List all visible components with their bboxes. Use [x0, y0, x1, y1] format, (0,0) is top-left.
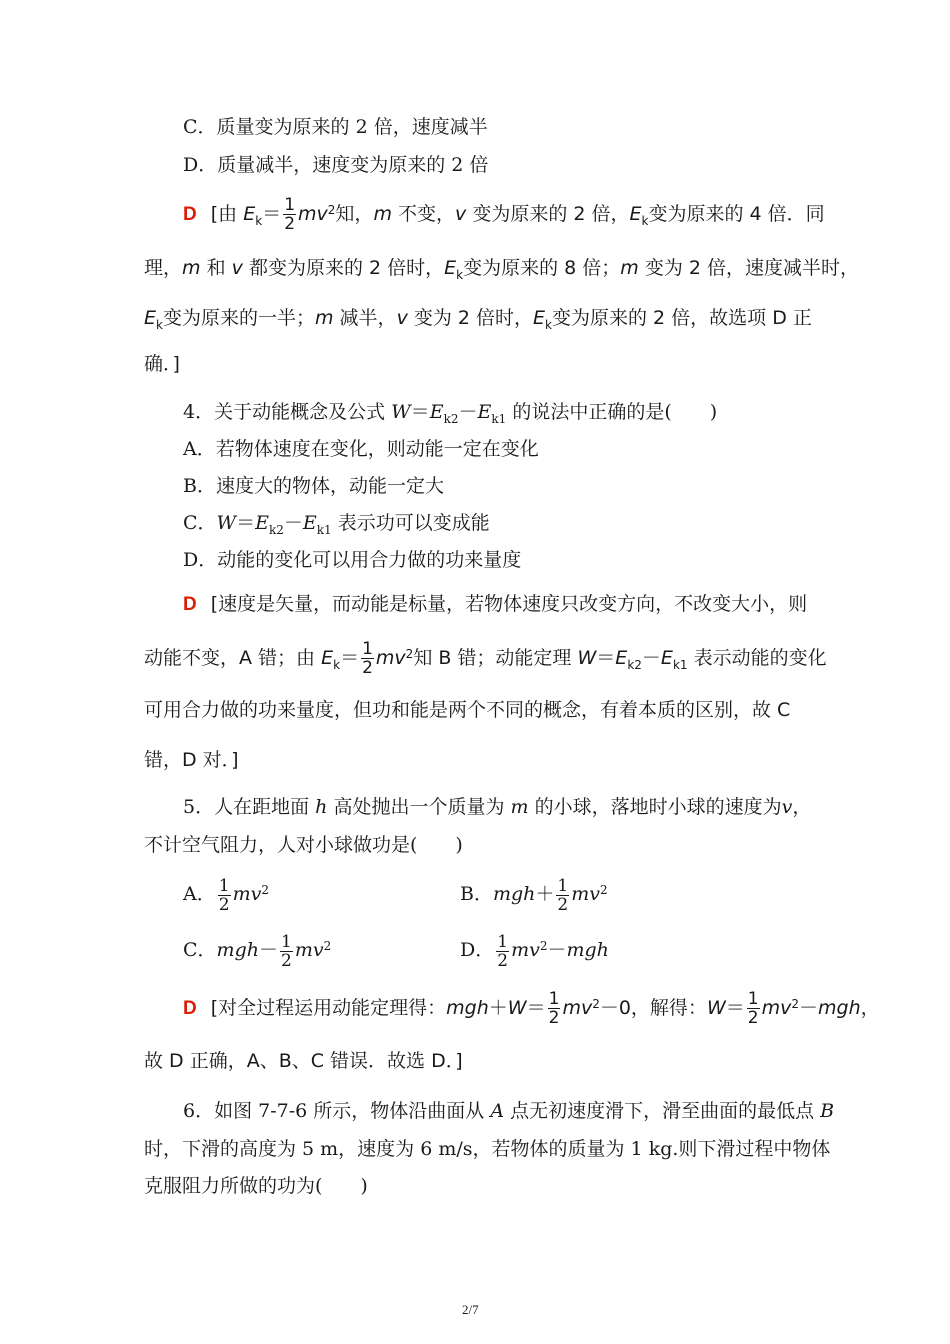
q4-answer-letter: D — [183, 594, 197, 615]
q3-explanation-line-4: 确．] — [144, 353, 180, 375]
q4-explanation-line-1: D [速度是矢量，而动能是标量，若物体速度只改变方向，不改变大小，则 — [183, 593, 808, 615]
q5-explanation-line-2: 故 D 正确，A、B、C 错误．故选 D．] — [144, 1050, 463, 1072]
q6-stem-line-2: 时，下滑的高度为 5 m，速度为 6 m/s，若物体的质量为 1 kg.则下滑过程中物体 — [144, 1138, 831, 1160]
q5-stem-line-1: 5．人在距地面 h 高处抛出一个质量为 m 的小球，落地时小球的速度为v， — [183, 796, 812, 818]
q4-option-c: C．$W=E_{k2}-E_{k1}$ 表示功可以变成能 — [183, 512, 490, 537]
q3-option-c: C．质量变为原来的 2 倍，速度减半 — [183, 116, 488, 138]
q6-stem-line-1: 6．如图 7-7-6 所示，物体沿曲面从 A 点无初速度滑下，滑至曲面的最低点 B — [183, 1100, 835, 1122]
q4-option-b: B．速度大的物体，动能一定大 — [183, 475, 444, 497]
q5-option-a: A． $\frac{1}{2}$ $mv^2$ — [183, 875, 269, 915]
q3-explanation-line-2: 理，m 和 v 都变为原来的 2 倍时，$E_k$变为原来的 8 倍；m 变为 2 倍，速度减半时， — [144, 257, 859, 282]
q5-explanation-line-1: D [对全过程运用动能定理得：mgh＋W＝ $\frac{1}{2}$ $mv^2-0$，解得：W＝ $\frac{1}{2}$ $mv^2-mgh$， — [183, 989, 880, 1028]
q4-explanation-line-3: 可用合力做的功来量度，但功和能是两个不同的概念，有着本质的区别，故 C — [144, 699, 791, 721]
q3-explanation-line-1: D [由 $E_k=$ $\frac{1}{2}$ $mv^2$知，m 不变，v 变为原来的 2 倍，$E_k$变为原来的 4 倍．同 — [183, 195, 825, 234]
q4-stem: 4．关于动能概念及公式 $W=E_{k2}-E_{k1}$ 的说法中正确的是( ) — [183, 401, 718, 426]
q4-explanation-line-2: 动能不变，A 错；由 $E_k=$ $\frac{1}{2}$ $mv^2$知 B 错；动能定理 $W=E_{k2}-E_{k1}$ 表示动能的变化 — [144, 639, 827, 678]
q4-explanation-line-4: 错，D 对．] — [144, 749, 239, 771]
q6-stem-line-3: 克服阻力所做的功为( ) — [144, 1175, 368, 1197]
fraction-one-half: $\frac{1}{2}$ — [284, 195, 296, 234]
q3-explanation-line-3: $E_k$变为原来的一半；m 减半，v 变为 2 倍时，$E_k$变为原来的 2 倍，故选项 D 正 — [144, 307, 812, 332]
q4-option-d: D．动能的变化可以用合力做的功来量度 — [183, 549, 522, 571]
q4-option-a: A．若物体速度在变化，则动能一定在变化 — [183, 438, 539, 460]
q5-answer-letter: D — [183, 998, 197, 1019]
q5-option-b: B．mgh＋ $\frac{1}{2}$ $mv^2$ — [460, 875, 608, 915]
q3-answer-letter: D — [183, 204, 197, 225]
q5-option-c: C．mgh－ $\frac{1}{2}$ $mv^2$ — [183, 931, 332, 971]
page-number: 2/7 — [462, 1302, 479, 1317]
q5-option-d: D． $\frac{1}{2}$ $mv^2-mgh$ — [460, 931, 609, 971]
q3-option-d: D．质量减半，速度变为原来的 2 倍 — [183, 154, 489, 176]
q5-stem-line-2: 不计空气阻力，人对小球做功是( ) — [144, 834, 463, 856]
